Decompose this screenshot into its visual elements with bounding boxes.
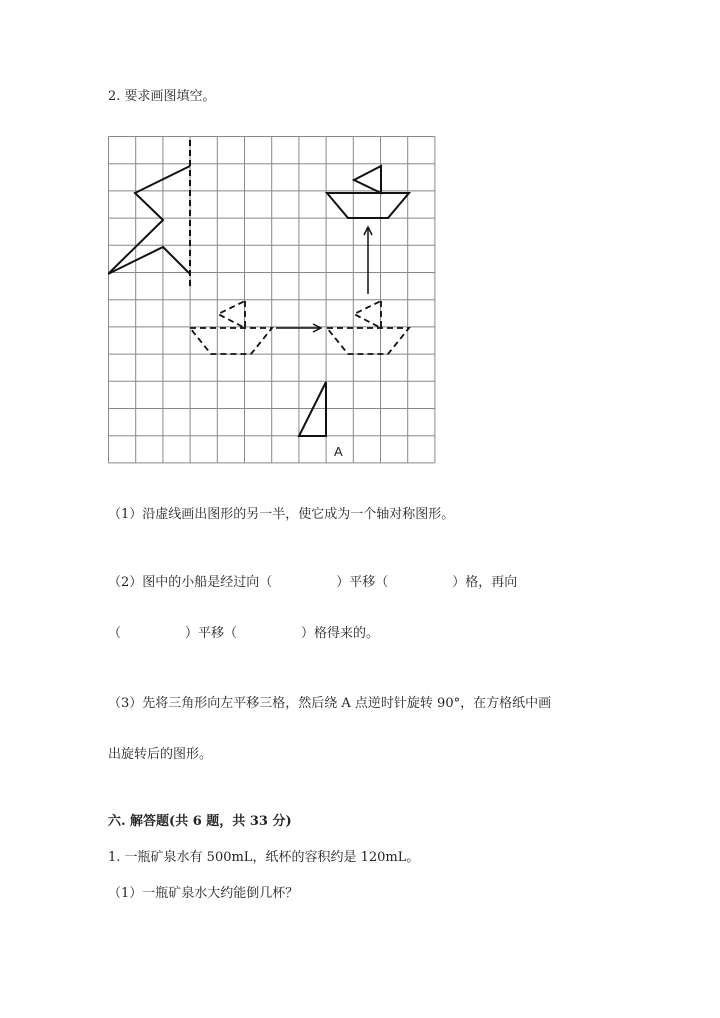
grid-lines — [109, 137, 435, 463]
part2-line2 — [108, 627, 379, 640]
part2-line2-suffix: ）格得来的。 — [301, 626, 380, 641]
part2-line1 — [108, 576, 517, 589]
part2-line2-mid: ）平移（ — [185, 626, 238, 641]
boat-sail-dashed-moved — [354, 301, 381, 328]
part2-line1-prefix: （2）图中的小船是经过向（ — [108, 575, 273, 590]
part3-line2: 出旋转后的图形。 — [108, 747, 213, 762]
boat-sail-solid — [354, 166, 381, 193]
boat-hull-dashed-original — [190, 328, 272, 354]
section6-q1: 1. 一瓶矿泉水有 500mL，纸杯的容积约是 120mL。 — [108, 850, 420, 865]
boat-hull-solid — [327, 193, 409, 218]
point-a-label: A — [334, 444, 343, 459]
part3-line1: （3）先将三角形向左平移三格，然后绕 A 点逆时针旋转 90°，在方格纸中画 — [108, 696, 552, 711]
section6-heading: 六. 解答题(共 6 题，共 33 分) — [108, 814, 292, 829]
boat-hull-dashed-moved — [327, 328, 409, 354]
question2-title: 2. 要求画图填空。 — [108, 89, 216, 104]
part1-text: （1）沿虚线画出图形的另一半，使它成为一个轴对称图形。 — [108, 507, 455, 522]
part2-line1-suffix: ）格，再向 — [452, 575, 518, 590]
part2-line2-prefix: （ — [108, 626, 122, 641]
star-half-shape — [108, 166, 190, 274]
grid-figure — [108, 136, 440, 468]
boat-sail-dashed-original — [218, 301, 245, 328]
section6-q1-part1: （1）一瓶矿泉水大约能倒几杯？ — [108, 886, 299, 901]
part2-line1-mid: ）平移（ — [336, 575, 389, 590]
